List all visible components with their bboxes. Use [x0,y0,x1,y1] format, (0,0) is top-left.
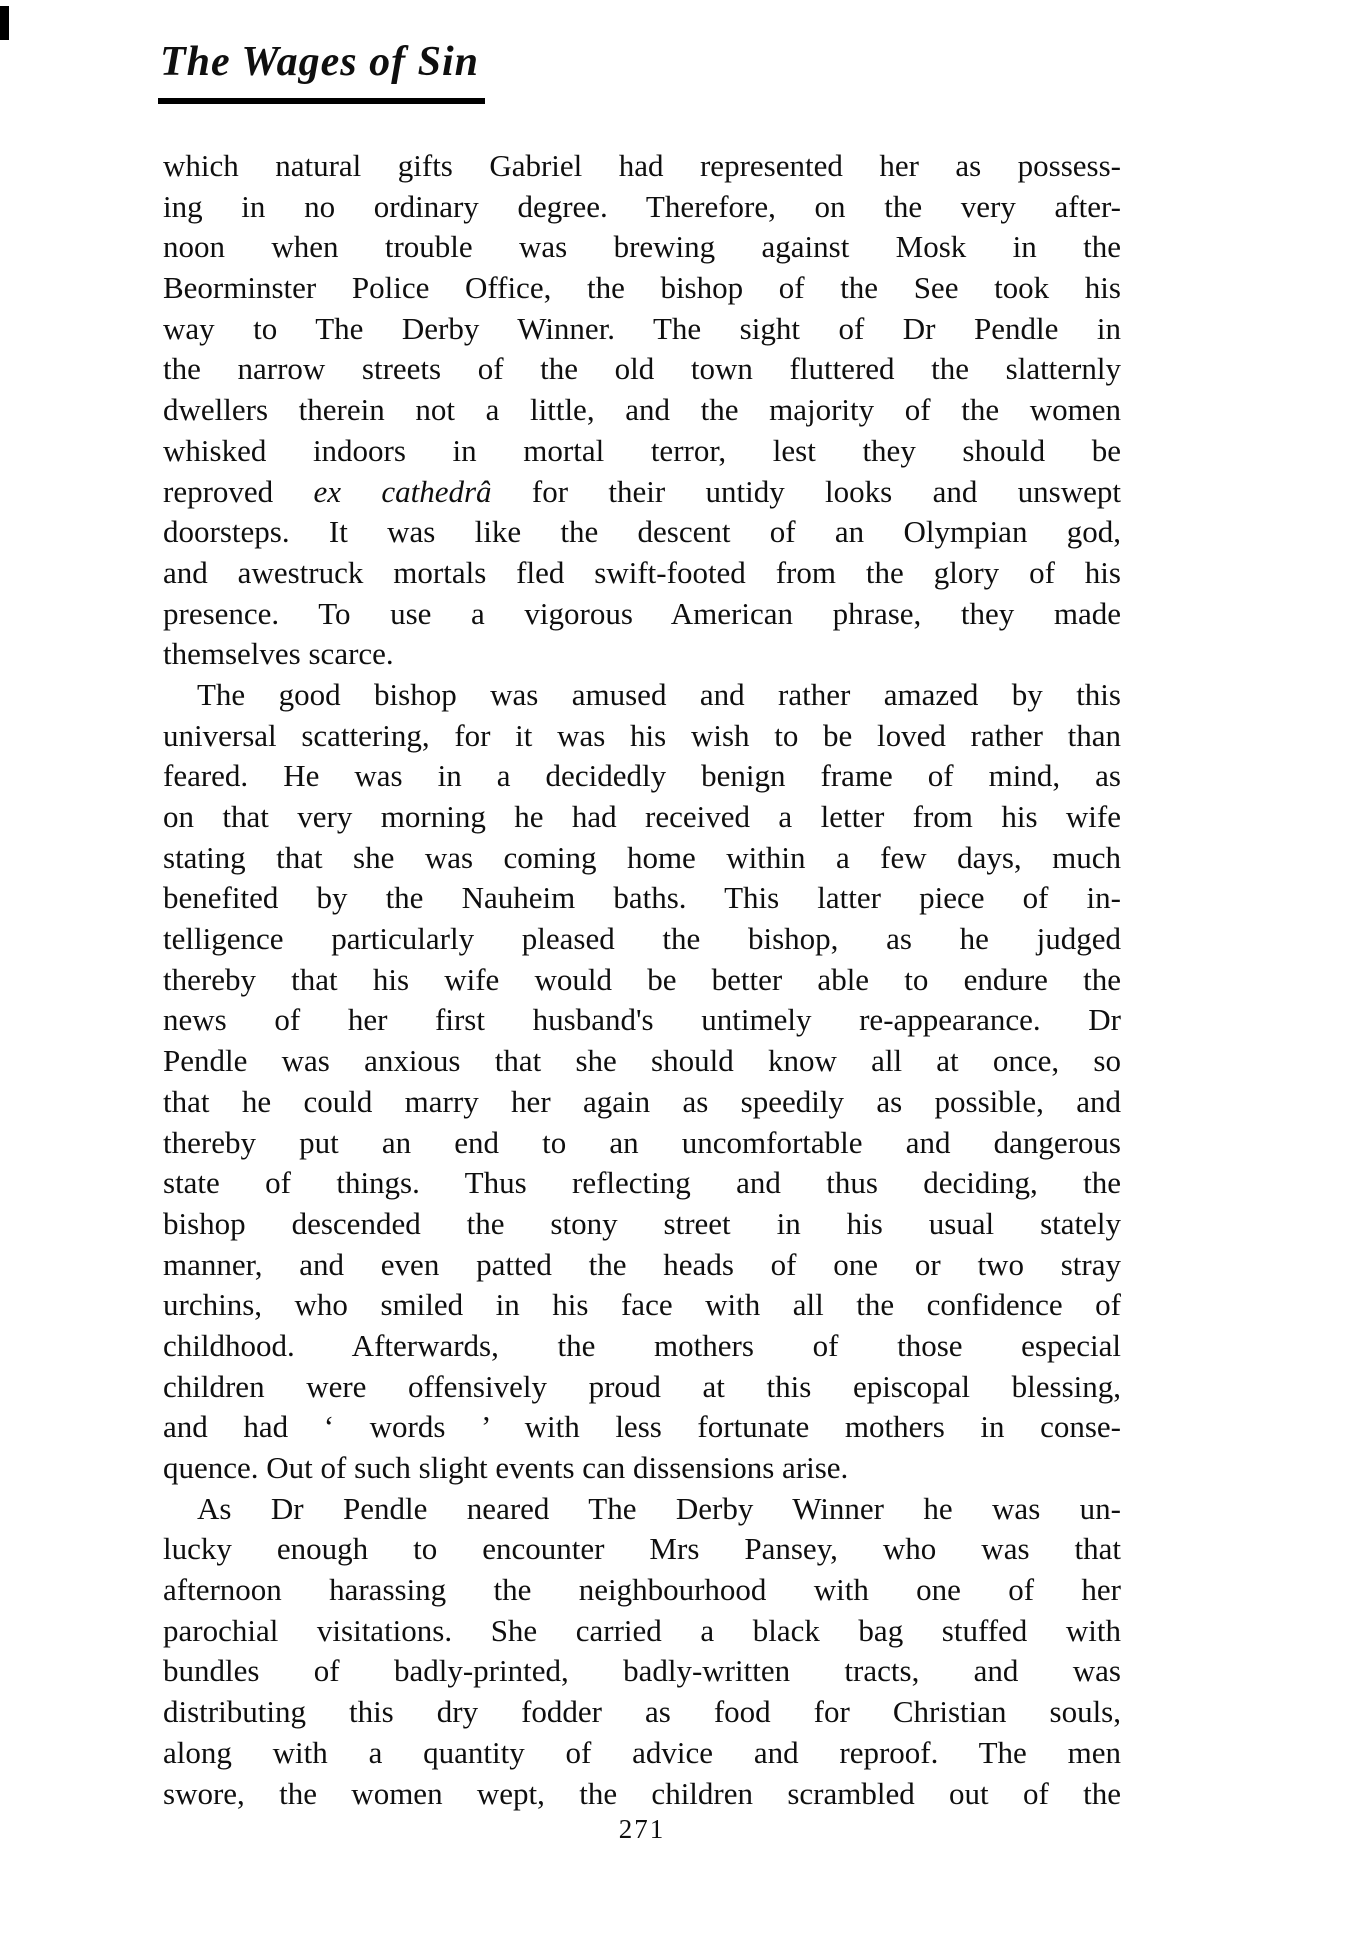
text-line: that he could marry her again as speedily as possible, and [163,1083,1121,1119]
text-line: the narrow streets of the old town fluttered the slatternly [163,351,1121,387]
text-line: whisked indoors in mortal terror, lest they should be [163,432,1121,468]
text-segment: for their untidy looks and unswept [491,473,1121,509]
text-line: The good bishop was amused and rather amazed by this [197,676,1121,712]
text-line [163,472,1121,513]
text-line: and had ‘ words ’ with less fortunate mothers in conse- [163,1409,1121,1445]
text-line: stating that she was coming home within a few days, much [163,839,1121,875]
text-line: thereby put an end to an uncomfortable and dangerous [163,1124,1121,1160]
text-line: bishop descended the stony street in his usual stately [163,1205,1121,1241]
text-line: swore, the women wept, the children scrambled out of the [163,1775,1121,1811]
text-line: urchins, who smiled in his face with all the confidence of [163,1287,1121,1323]
text-line: way to The Derby Winner. The sight of Dr Pendle in [163,310,1121,346]
text-line: childhood. Afterwards, the mothers of those especial [163,1327,1121,1363]
text-line: lucky enough to encounter Mrs Pansey, who was that [163,1531,1121,1567]
text-line: on that very morning he had received a letter from his wife [163,799,1121,834]
text-line: universal scattering, for it was his wish to be loved rather than [163,717,1121,753]
text-line: children were offensively proud at this episcopal blessing, [163,1368,1121,1404]
text-line: doorsteps. It was like the descent of an Olympian god, [163,514,1121,550]
text-line: thereby that his wife would be better able to endure the [163,961,1121,997]
text-line: benefited by the Nauheim baths. This latter piece of in- [163,880,1121,916]
text-line: quence. Out of such slight events can dissensions arise. [163,1450,849,1485]
text-line: news of her first husband's untimely re-appearance. Dr [163,1002,1121,1038]
text-line: Pendle was anxious that she should know all at once, so [163,1043,1121,1079]
text-line: bundles of badly-printed, badly-written tracts, and was [163,1653,1121,1689]
page-number: 271 [618,1814,666,1844]
body-text [163,146,1121,1814]
text-line: presence. To use a vigorous American phrase, they made [163,595,1121,631]
text-line: manner, and even patted the heads of one or two stray [163,1246,1121,1282]
text-line: state of things. Thus reflecting and thus deciding, the [163,1165,1121,1201]
scan-edge-mark [0,6,9,40]
text-line: parochial visitations. She carried a black bag stuffed with [163,1612,1121,1648]
text-line: As Dr Pendle neared The Derby Winner he was un- [197,1490,1121,1526]
text-line: distributing this dry fodder as food for Christian souls, [163,1694,1121,1730]
text-line: dwellers therein not a little, and the majority of the women [163,392,1121,428]
text-line: along with a quantity of advice and reproof. The men [163,1734,1121,1770]
running-title: The Wages of Sin [158,38,485,104]
text-line: afternoon harassing the neighbourhood with one of her [163,1572,1121,1608]
text-line: telligence particularly pleased the bishop, as he judged [163,921,1121,957]
latin-phrase: ex cathedrâ [313,473,492,509]
page-header [158,38,485,104]
text-line: and awestruck mortals fled swift-footed from the glory of his [163,554,1121,590]
text-line: feared. He was in a decidedly benign frame of mind, as [163,758,1121,794]
text-line: themselves scarce. [163,636,394,672]
text-segment: reproved [163,473,314,509]
text-line: which natural gifts Gabriel had represented her as possess- [163,148,1121,183]
text-line: ing in no ordinary degree. Therefore, on the very after- [163,188,1121,224]
text-line: noon when trouble was brewing against Mosk in the [163,229,1121,265]
text-line: Beorminster Police Office, the bishop of the See took his [163,270,1121,306]
